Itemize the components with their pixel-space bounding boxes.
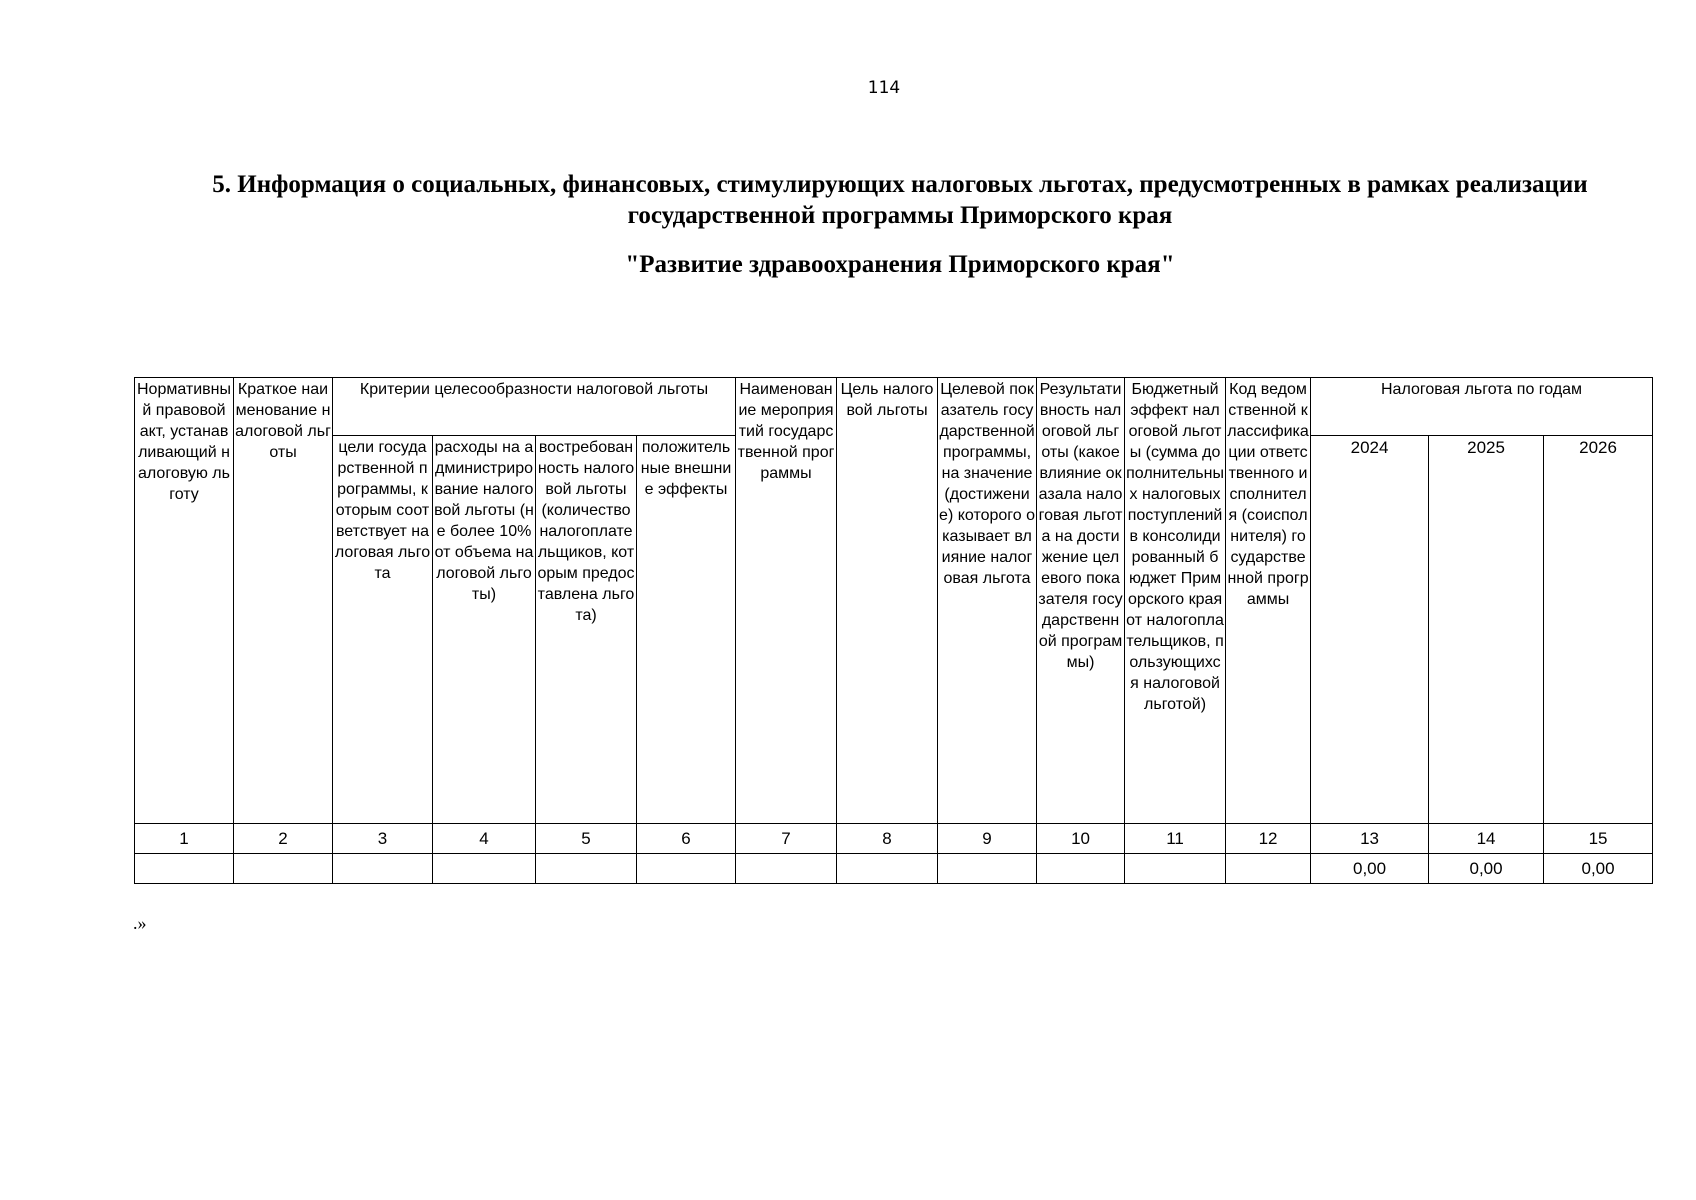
column-number: 12 (1226, 824, 1311, 854)
value-2026: 0,00 (1544, 854, 1653, 884)
tax-benefits-table (134, 377, 1653, 884)
document-title: 5. Информация о социальных, финансовых, стимулирующих налоговых льготах, предусмотренных в рамках реализации государственной программы Приморского края (212, 171, 1588, 229)
table-cell (736, 854, 837, 884)
column-number: 11 (1125, 824, 1226, 854)
table-cell (333, 854, 433, 884)
header-target-indicator: Целевой показатель государственной программы, на значение (достижение) которого оказывает влияние налоговая льгота (938, 378, 1037, 824)
table-cell (234, 854, 333, 884)
header-demand: востребованность налоговой льготы (количество налогоплательщиков, которым предоставлена льгота) (536, 436, 637, 824)
table-cell (637, 854, 736, 884)
table-cell (1125, 854, 1226, 884)
column-number: 2 (234, 824, 333, 854)
header-normative-act: Нормативный правовой акт, устанавливающий налоговую льготу (135, 378, 234, 824)
column-number-row (135, 824, 1653, 854)
value-2024: 0,00 (1311, 854, 1429, 884)
header-short-name: Краткое наименование налоговой льготы (234, 378, 333, 824)
header-admin-costs: расходы на администрирование налоговой льготы (не более 10% от объема налоговой льготы) (433, 436, 536, 824)
program-name: "Развитие здравоохранения Приморского края" (625, 251, 1175, 278)
table-cell (837, 854, 938, 884)
header-program-activities: Наименование мероприятий государственной программы (736, 378, 837, 824)
header-years-group: Налоговая льгота по годам (1311, 378, 1653, 436)
column-number: 13 (1311, 824, 1429, 854)
table-cell (938, 854, 1037, 884)
closing-quote-mark: .» (133, 913, 147, 933)
column-number: 4 (433, 824, 536, 854)
column-number: 14 (1429, 824, 1544, 854)
column-number: 7 (736, 824, 837, 854)
column-number: 5 (536, 824, 637, 854)
value-2025: 0,00 (1429, 854, 1544, 884)
header-year-2024: 2024 (1311, 436, 1429, 824)
header-external-effects: положительные внешние эффекты (637, 436, 736, 824)
data-row (135, 854, 1653, 884)
page-number: 114 (867, 78, 901, 98)
column-number: 8 (837, 824, 938, 854)
header-criteria-group: Критерии целесообразности налоговой льготы (333, 378, 736, 436)
header-effectiveness: Результативность налоговой льготы (какое влияние оказала налоговая льгота на достижение целевого показателя государственной программы) (1037, 378, 1125, 824)
column-number: 3 (333, 824, 433, 854)
header-benefit-goal: Цель налоговой льготы (837, 378, 938, 824)
column-number: 1 (135, 824, 234, 854)
table-cell (135, 854, 234, 884)
table-cell (536, 854, 637, 884)
header-department-code: Код ведомственной классификации ответственного исполнителя (соисполнителя) государственной программы (1226, 378, 1311, 824)
header-year-2026: 2026 (1544, 436, 1653, 824)
column-number: 9 (938, 824, 1037, 854)
table-cell (1226, 854, 1311, 884)
column-number: 10 (1037, 824, 1125, 854)
column-number: 15 (1544, 824, 1653, 854)
column-number: 6 (637, 824, 736, 854)
header-year-2025: 2025 (1429, 436, 1544, 824)
header-program-goals: цели государственной программы, которым соответствует налоговая льгота (333, 436, 433, 824)
table-cell (433, 854, 536, 884)
table-cell (1037, 854, 1125, 884)
header-row-1 (135, 378, 1653, 436)
header-budget-effect: Бюджетный эффект налоговой льготы (сумма дополнительных налоговых поступлений в консолидированный бюджет Приморского края от налогоплательщиков, пользующихся налоговой льготой) (1125, 378, 1226, 824)
